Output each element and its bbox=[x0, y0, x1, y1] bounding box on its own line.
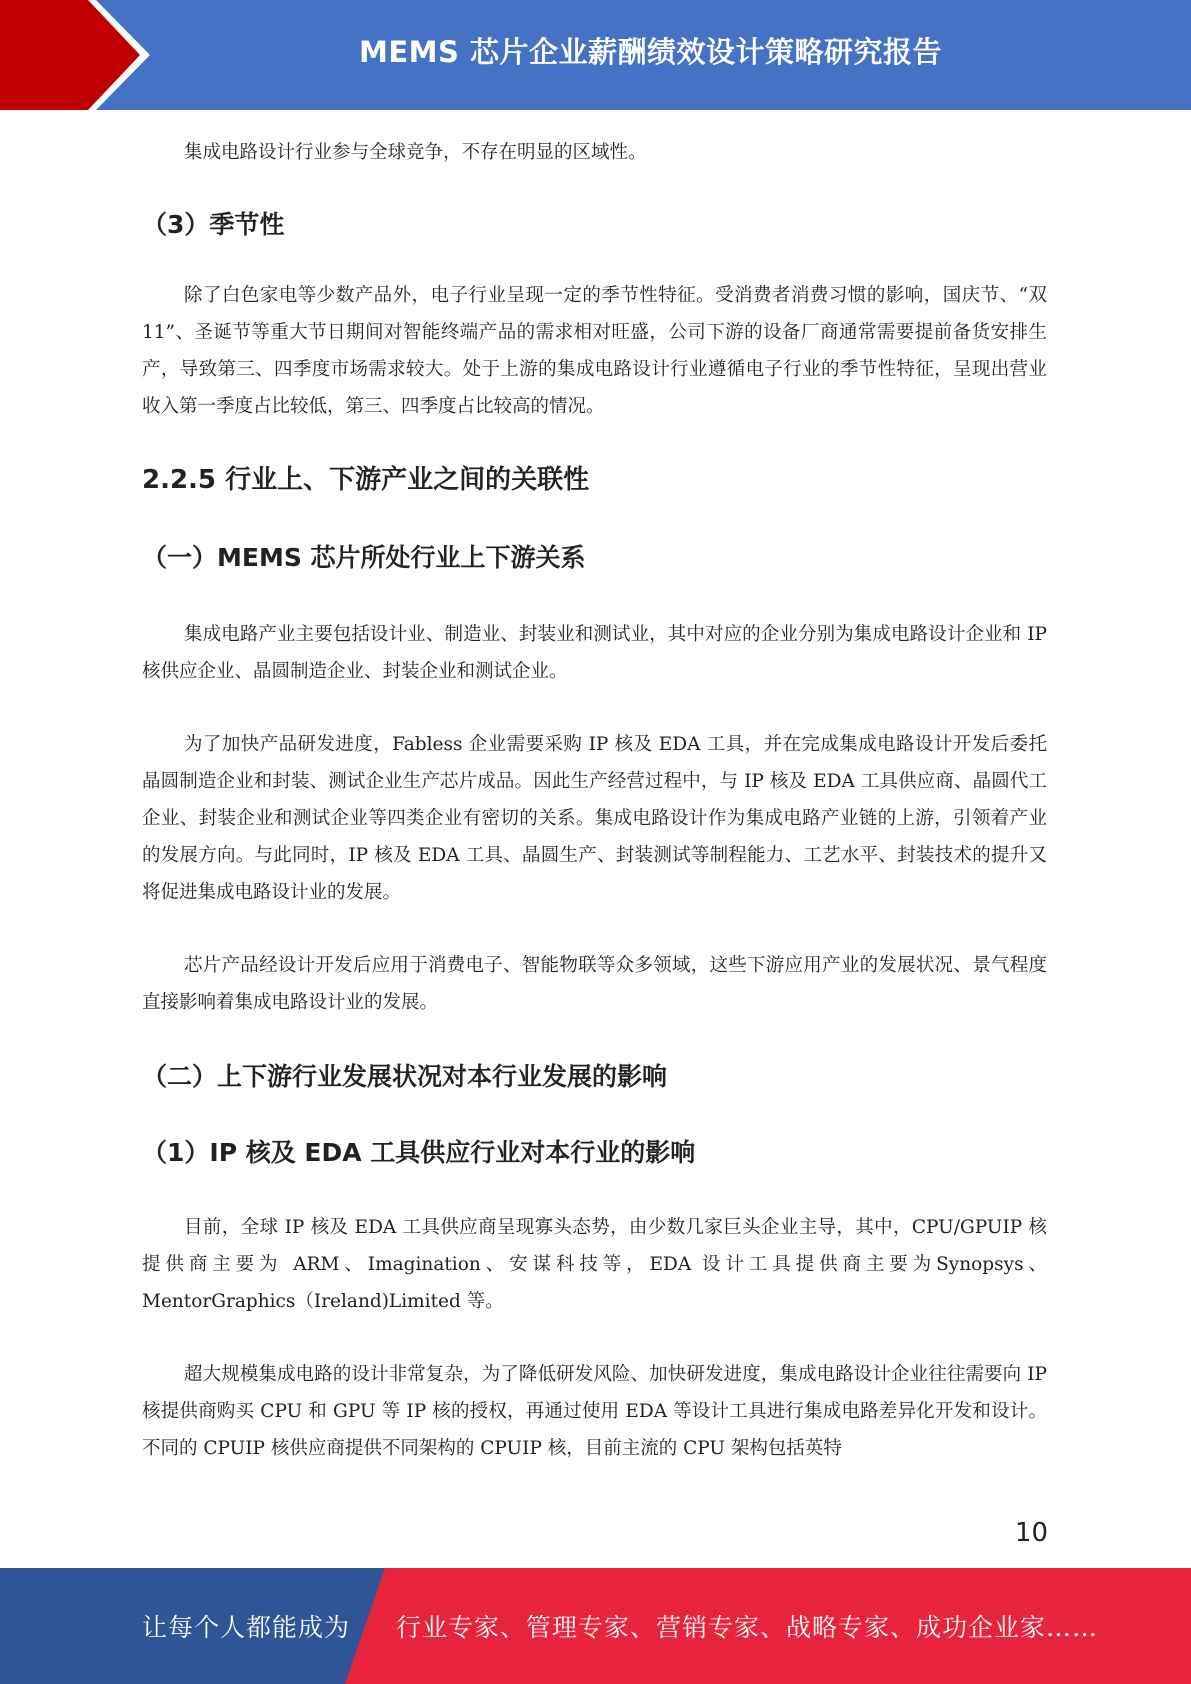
heading-impact: （二）上下游行业发展状况对本行业发展的影响 bbox=[142, 1062, 668, 1091]
heading-upstream-downstream: （一）MEMS 芯片所处行业上下游关系 bbox=[142, 543, 586, 572]
heading-2-2-5: 2.2.5 行业上、下游产业之间的关联性 bbox=[142, 465, 590, 495]
paragraph-downstream: 芯片产品经设计开发后应用于消费电子、智能物联等众多领域，这些下游应用产业的发展状况、景气程度直接影响着集成电路设计业的发展。 bbox=[142, 955, 1047, 1013]
document-body bbox=[142, 134, 1047, 1467]
paragraph-ip-suppliers: 目前，全球 IP 核及 EDA 工具供应商呈现寡头态势，由少数几家巨头企业主导，其中，CPU/GPUIP 核提供商主要为 ARM、Imagination、安谋科技等，EDA 设计工具提供商主要为Synopsys、MentorGraphics（Ireland)Limited 等。 bbox=[142, 1217, 1047, 1312]
paragraph-industry-structure: 集成电路产业主要包括设计业、制造业、封装业和测试业，其中对应的企业分别为集成电路设计企业和 IP 核供应企业、晶圆制造企业、封装企业和测试企业。 bbox=[142, 624, 1047, 682]
paragraph-seasonality: 除了白色家电等少数产品外，电子行业呈现一定的季节性特征。受消费者消费习惯的影响，国庆节、“双 11”、圣诞节等重大节日期间对智能终端产品的需求相对旺盛，公司下游的设备厂商通常需要提前备货安排生产，导致第三、四季度市场需求较大。处于上游的集成电路设计行业遵循电子行业的季节性特征，呈现出营业收入第一季度占比较低，第三、四季度占比较高的情况。 bbox=[142, 285, 1047, 417]
paragraph-fabless: 为了加快产品研发进度，Fabless 企业需要采购 IP 核及 EDA 工具，并在完成集成电路设计开发后委托晶圆制造企业和封装、测试企业生产芯片成品。因此生产经营过程中，与 IP 核及 EDA 工具供应商、晶圆代工企业、封装企业和测试企业等四类企业有密切的关系。集成电路设计作为集成电路产业链的上游，引领着产业的发展方向。与此同时，IP 核及 EDA 工具、晶圆生产、封装测试等制程能力、工艺水平、封装技术的提升又将促进集成电路设计业的发展。 bbox=[142, 734, 1047, 903]
paragraph-region: 集成电路设计行业参与全球竞争，不存在明显的区域性。 bbox=[184, 142, 647, 163]
header-title: MEMS 芯片企业薪酬绩效设计策略研究报告 bbox=[358, 34, 942, 69]
footer-slogan-right: 行业专家、管理专家、营销专家、战略专家、成功企业家…… bbox=[396, 1613, 1099, 1642]
paragraph-vlsi-design: 超大规模集成电路的设计非常复杂，为了降低研发风险、加快研发进度，集成电路设计企业往往需要向 IP 核提供商购买 CPU 和 GPU 等 IP 核的授权，再通过使用 EDA 等设计工具进行集成电路差异化开发和设计。不同的 CPUIP 核供应商提供不同架构的 CPUIP 核，目前主流的 CPU 架构包括英特 bbox=[142, 1364, 1047, 1459]
page-number: 10 bbox=[1014, 1518, 1048, 1548]
page-footer bbox=[0, 1568, 1191, 1684]
heading-seasonality: （3）季节性 bbox=[142, 210, 285, 239]
footer-slogan-left: 让每个人都能成为 bbox=[142, 1613, 351, 1642]
page-header bbox=[0, 0, 1191, 110]
heading-ip-eda: （1）IP 核及 EDA 工具供应行业对本行业的影响 bbox=[142, 1138, 696, 1167]
